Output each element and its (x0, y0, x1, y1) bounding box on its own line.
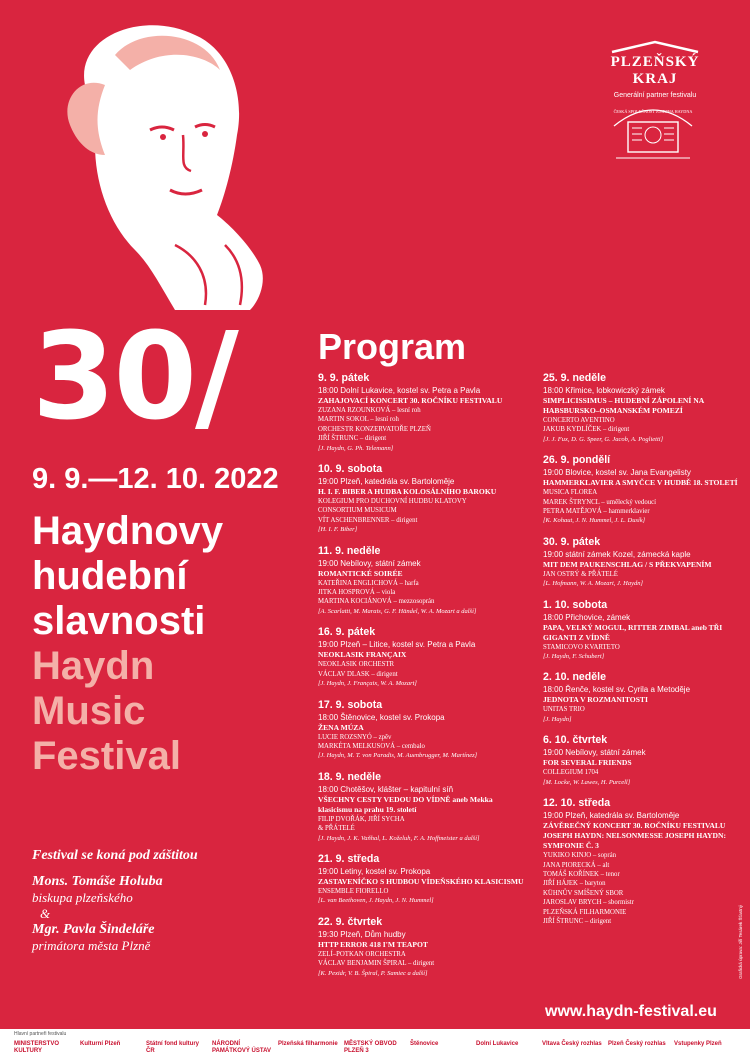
festival-dates: 9. 9.—12. 10. 2022 (32, 463, 279, 495)
program-event (318, 372, 528, 453)
event-performers: CONCERTO AVENTINO JAKUB KYDLÍČEK – dirigent (543, 417, 630, 434)
event-date: 26. 9. pondělí (543, 454, 611, 467)
event-place: 19:00 Nebílovy, státní zámek (543, 748, 646, 758)
plzensky-kraj-logo (590, 40, 720, 99)
event-title: SIMPLICISSIMUS – HUDEBNÍ ZÁPOLENÍ NA HABSBURSKO–OSMANSKÉM POMEZÍ (543, 396, 704, 415)
partner-logo: NÁRODNÍ PAMÁTKOVÝ ÚSTAV (212, 1041, 272, 1054)
program-event (543, 536, 750, 589)
event-date: 25. 9. neděle (543, 372, 607, 384)
event-date: 21. 9. středa (318, 852, 380, 865)
event-title: NEOKLASIK FRANÇAIX (318, 650, 407, 660)
program-event (318, 699, 528, 761)
event-place: 18:00 Chotěšov, klášter – kapitulní síň (318, 784, 454, 794)
event-composers: [L. van Beethoven, J. Haydn, J. N. Hummel] (318, 897, 434, 905)
region-name: PLZEŇSKÝ KRAJ (610, 54, 700, 87)
event-performers: KATEŘINA ENGLICHOVÁ – harfa JITKA HOSPROVÁ – viola MARTINA KOCIÁNOVÁ – mezzosoprán (318, 579, 435, 606)
partner-logo: MĚSTSKÝ OBVOD PLZEŇ 3 (344, 1041, 397, 1054)
haydn-portrait-illustration (55, 15, 270, 315)
event-performers: LUCIE ROZSNYÓ – zpěv MARKÉTA MELKUSOVÁ – cembalo (318, 733, 425, 750)
event-composers: [K. Pexidr, V. B. Špiral, P. Samiec a další] (318, 969, 428, 977)
event-performers: JAN OSTRÝ & PŘÁTELÉ (543, 570, 618, 578)
partner-logo: Plzeň Český rozhlas (608, 1041, 666, 1047)
event-place: 18:00 Křimice, lobkowiczký zámek (543, 386, 665, 395)
event-composers: [J. Haydn] (543, 715, 572, 723)
event-place: 19:30 Plzeň, Dům hudby (318, 929, 406, 939)
event-composers: [H. I. F. Biber] (318, 526, 358, 534)
program-event (318, 463, 528, 535)
partner-logo: Dolní Lukavice (476, 1041, 519, 1047)
event-title: ŽENA MÚZA (318, 722, 364, 732)
event-performers: ZELÍ–POTKAN ORCHESTRA VÁCLAV BENJAMIN ŠPIRAL – dirigent (318, 950, 435, 968)
region-note: Generální partner festivalu (613, 92, 697, 99)
event-place: 18:00 Řenče, kostel sv. Cyrila a Metoděje (543, 685, 691, 695)
partner-logo: Štěnovice (410, 1041, 439, 1047)
event-title: PAPA, VELKÝ MOGUL, RITTER ZIMBAL aneb TŘI GIGANTI Z VÍDNĚ (543, 622, 723, 642)
event-date: 6. 10. čtvrtek (543, 734, 608, 747)
program-event (318, 916, 528, 978)
event-title: ZAHAJOVACÍ KONCERT 30. ROČNÍKU FESTIVALU (318, 396, 503, 405)
event-date: 10. 9. sobota (318, 463, 383, 476)
event-composers: [J. Haydn, J. K. Vaňhal, L. Koželuh, F. A. Hoffmeister a další] (318, 834, 480, 842)
event-place: 19:00 Letiny, kostel sv. Prokopa (318, 866, 431, 876)
program-event (543, 599, 750, 662)
partner-logo: Plzeňská filharmonie (278, 1041, 338, 1047)
title-en-line: Festival (32, 734, 181, 778)
program-event (543, 671, 750, 724)
program-column-left (318, 372, 528, 988)
event-title: ROMANTICKÉ SOIRÉE (318, 568, 403, 578)
title-cz-line: Haydnovy (32, 509, 224, 553)
event-date: 1. 10. sobota (543, 598, 608, 611)
event-performers: ZUZANA RZOUNKOVÁ – lesní roh MARTIN SOKOL – lesní roh ORCHESTR KONZERVATOŘE PLZEŇ JIŘÍ ŠTRUNC – dirigent (318, 407, 431, 443)
event-date: 18. 9. neděle (318, 770, 382, 783)
title-en-line: Music (32, 689, 146, 733)
patronage-block (32, 848, 198, 954)
partners-strip (0, 1029, 750, 1061)
event-performers: UNITAS TRIO (543, 706, 585, 714)
event-date: 11. 9. neděle (318, 544, 381, 557)
partner-logo: Kulturní Plzeň (80, 1041, 121, 1047)
partner-logo: Vltava Český rozhlas (542, 1041, 602, 1047)
event-title: ZÁVĚREČNÝ KONCERT 30. ROČNÍKU FESTIVALU JOSEPH HAYDN: NELSONMESSE JOSEPH HAYDN: SYMFONIE Č. 3 (543, 821, 726, 851)
event-place: 19:00 Nebílovy, státní zámek (318, 558, 421, 568)
roof-icon (610, 40, 700, 54)
event-performers: COLLEGIUM 1704 (543, 769, 599, 777)
event-place: 18:00 Štěnovice, kostel sv. Prokopa (318, 712, 445, 722)
anniversary-number: 30/ (32, 308, 237, 447)
event-place: 19:00 státní zámek Kozel, zámecká kaple (543, 549, 691, 559)
program-event (318, 626, 528, 688)
event-performers: MUSICA FLOREA MAREK ŠTRYNCL – umělecký vedoucí PETRA MATĚJOVÁ – hammerklavier (543, 489, 657, 516)
event-performers: STAMICOVO KVARTETO (543, 643, 620, 651)
event-performers: YUKIKO KINJO – soprán JANA PIORECKÁ – alt TOMÁŠ KOŘÍNEK – tenor JIŘÍ HÁJEK – baryton KÜHNŮV SMÍŠENÝ SBOR JAROSLAV BRYCH – sbormistr PLZEŇSKÁ FILHARMONIE JIŘÍ ŠTRUNC – dirigent (543, 852, 634, 925)
program-event (543, 454, 750, 526)
event-date: 17. 9. sobota (318, 698, 383, 711)
title-en-line: Haydn (32, 644, 155, 688)
event-composers: [A. Scarlatti, M. Marais, G. F. Händel, W. A. Mozart a další] (318, 607, 477, 615)
program-event (543, 734, 750, 787)
patron-name: Mgr. Pavla Šindeláře (32, 922, 155, 937)
festival-title-cz (32, 509, 223, 644)
event-composers: [M. Locke, W. Lawes, H. Purcell] (543, 778, 631, 786)
partner-logo: Vstupenky Plzeň (674, 1041, 722, 1047)
event-title: H. I. F. BIBER A HUDBA KOLOSÁLNÍHO BAROKU (318, 487, 497, 497)
program-event (543, 797, 750, 926)
event-composers: [L. Hofmann, W. A. Mozart, J. Haydn] (543, 580, 644, 588)
event-place: 19:00 Plzeň, katedrála sv. Bartoloměje (543, 811, 680, 821)
haydn-society-seal (612, 98, 694, 164)
event-date: 30. 9. pátek (543, 535, 601, 548)
event-title: MIT DEM PAUKENSCHLAG / S PŘEKVAPENÍM (543, 559, 712, 569)
event-date: 22. 9. čtvrtek (318, 915, 383, 928)
patronage-heading: Festival se koná pod záštitou (32, 848, 198, 863)
patron-role: primátora města Plzně (32, 938, 151, 953)
event-place: 19:00 Blovice, kostel sv. Jana Evangelisty (543, 468, 691, 478)
program-event (318, 771, 528, 843)
event-composers: [K. Kohaut, J. N. Hummel, J. L. Dusík] (543, 517, 646, 525)
patron-role: biskupa plzeňského (32, 890, 133, 905)
program-event (543, 372, 750, 444)
partners-label: Hlavní partneři festivalu (14, 1031, 67, 1037)
event-performers: ENSEMBLE FIORELLO (318, 887, 389, 895)
event-title: HAMMERKLAVIER A SMYČCE V HUDBĚ 18. STOLETÍ (543, 478, 738, 488)
design-credit: Grafická úprava: Jiří Tesárek Šťastný (738, 905, 743, 979)
event-title: JEDNOTA V ROZMANITOSTI (543, 695, 648, 705)
event-composers: [J. Haydn, F. Schubert] (543, 653, 605, 661)
event-composers: [J. J. Fux, D. G. Speer, G. Jacob, A. Poglietti] (543, 435, 664, 443)
seal-text: ČESKÁ SPOLEČNOST JOSEPHA HAYDNA (613, 109, 693, 114)
event-date: 2. 10. neděle (543, 671, 607, 684)
patron-ampersand: & (40, 906, 51, 921)
program-event (318, 545, 528, 617)
event-place: 18:00 Přichovice, zámek (543, 612, 631, 622)
event-composers: [J. Haydn, G. Ph. Telemann] (318, 444, 394, 452)
event-performers: FILIP DVOŘÁK, JIŘÍ SYCHA & PŘÁTELÉ (318, 815, 405, 833)
event-composers: [J. Haydn, J. Françaix, W. A. Mozart] (318, 680, 417, 688)
patron-name: Mons. Tomáše Holuba (32, 874, 163, 889)
event-date: 16. 9. pátek (318, 626, 376, 639)
partner-logo: Státní fond kultury ČR (146, 1041, 199, 1054)
program-heading: Program (318, 326, 467, 367)
event-title: ZASTAVENÍČKO S HUDBOU VÍDEŇSKÉHO KLASICISMU (318, 876, 524, 886)
event-title: HTTP ERROR 418 I'M TEAPOT (318, 939, 428, 949)
title-cz-line: slavnosti (32, 599, 206, 643)
event-place: 18:00 Dolní Lukavice, kostel sv. Petra a Pavla (318, 386, 481, 395)
event-title: VŠECHNY CESTY VEDOU DO VÍDNĚ aneb Mekka klasicismu na prahu 19. století (318, 794, 493, 814)
festival-website-link[interactable]: www.haydn-festival.eu (545, 1003, 717, 1020)
event-performers: NEOKLASIK ORCHESTR VÁCLAV DLASK – dirigent (318, 661, 398, 678)
festival-title-en (32, 644, 181, 779)
event-performers: KOLEGIUM PRO DUCHOVNÍ HUDBU KLATOVY CONSORTIUM MUSICUM VÍT ASCHENBRENNER – dirigent (318, 498, 467, 524)
title-cz-line: hudební (32, 554, 188, 598)
program-column-right (543, 372, 750, 936)
partner-logo: MINISTERSTVO KULTURY (14, 1041, 60, 1054)
event-place: 19:00 Plzeň – Litice, kostel sv. Petra a Pavla (318, 640, 476, 650)
event-date: 9. 9. pátek (318, 372, 370, 384)
program-event (318, 853, 528, 906)
event-date: 12. 10. středa (543, 797, 611, 810)
event-composers: [J. Haydn, M. T. von Paradis, M. Auenbrugger, M. Martínez] (318, 752, 478, 760)
event-title: FOR SEVERAL FRIENDS (543, 758, 632, 768)
event-place: 19:00 Plzeň, katedrála sv. Bartoloměje (318, 477, 455, 487)
